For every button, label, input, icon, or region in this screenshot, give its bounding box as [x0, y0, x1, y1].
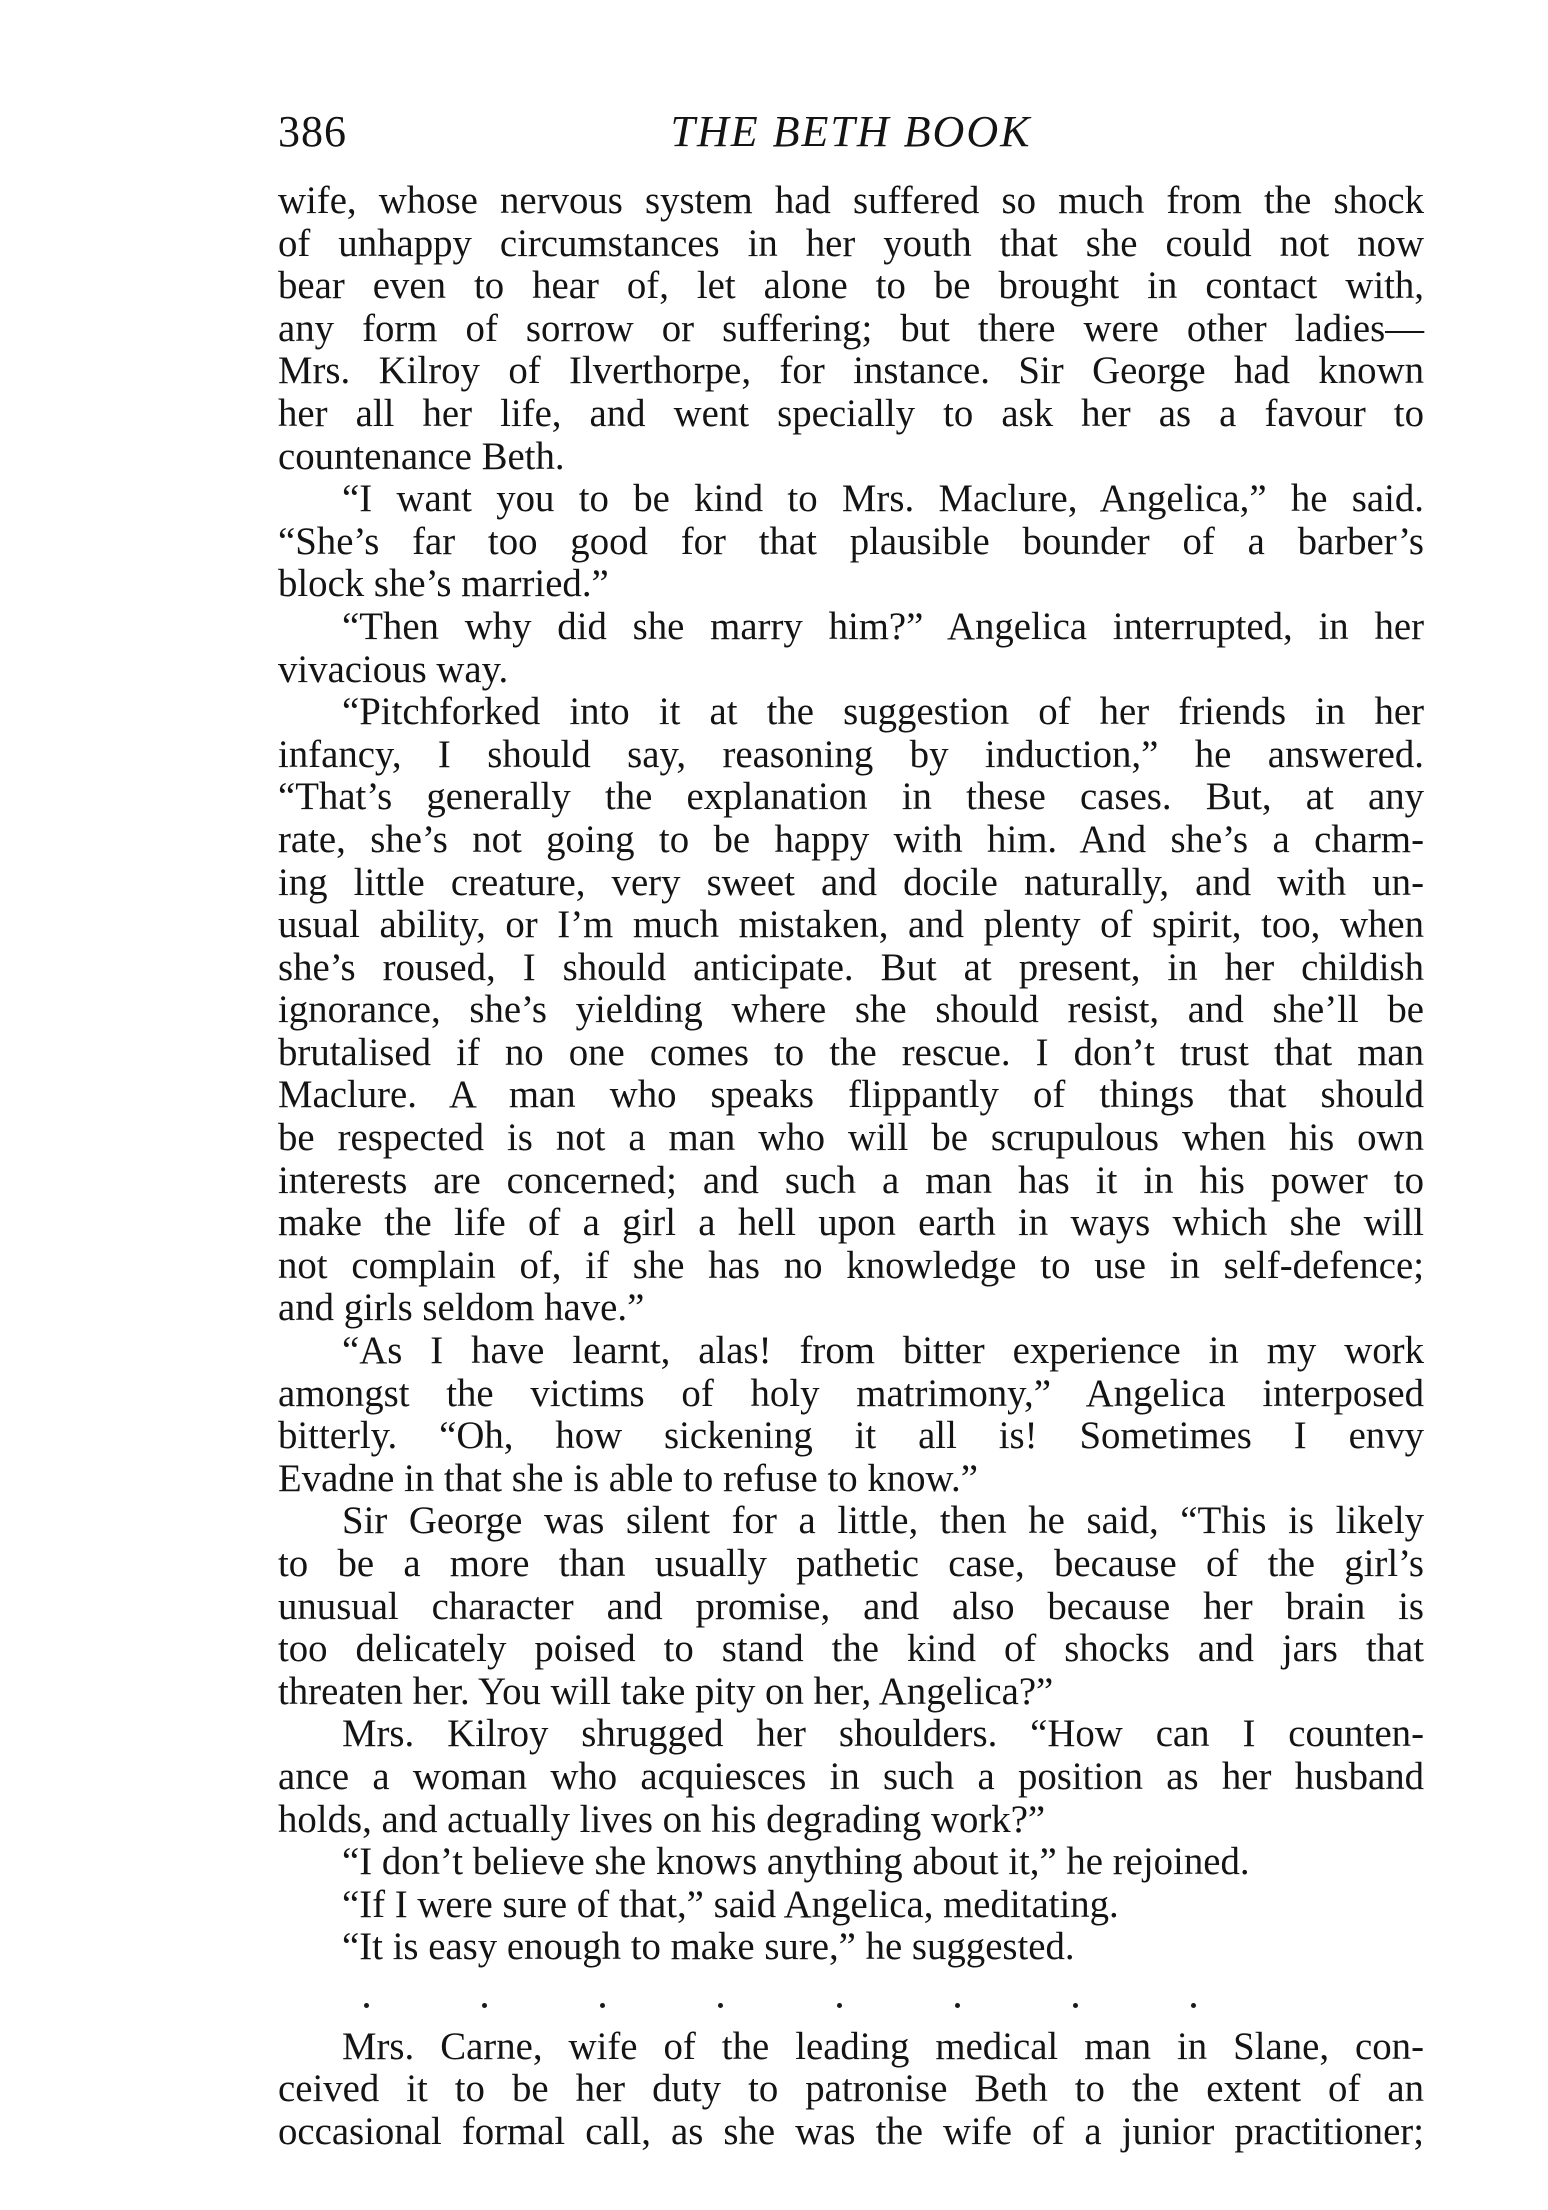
text-line: wife, whose nervous system had suffered so much from the shock — [278, 179, 1424, 222]
text-line: countenance Beth. — [278, 434, 565, 478]
text-line: Mrs. Kilroy of Ilverthorpe, for instance. Sir George had known — [278, 349, 1424, 393]
text-block-main — [278, 180, 1424, 1969]
text-line: ance a woman who acquiesces in such a position as her husband — [278, 1754, 1424, 1798]
text-line: amongst the victims of holy matrimony,” Angelica interposed — [278, 1371, 1424, 1415]
text-line: ignorance, she’s yielding where she should resist, and she’ll be — [278, 988, 1424, 1032]
text-line: block she’s married.” — [278, 562, 609, 606]
text-line: “Pitchforked into it at the suggestion of her friends in her — [342, 690, 1424, 734]
text-line: Sir George was silent for a little, then he said, “This is likely — [342, 1499, 1424, 1543]
running-title: THE BETH BOOK — [670, 107, 1032, 156]
text-line: be respected is not a man who will be scrupulous when his own — [278, 1116, 1424, 1160]
text-line: too delicately poised to stand the kind of shocks and jars that — [278, 1627, 1424, 1671]
text-line: ing little creature, very sweet and docile naturally, and with un- — [278, 860, 1424, 904]
text-line: Maclure. A man who speaks flippantly of things that should — [278, 1073, 1424, 1117]
text-line: Mrs. Kilroy shrugged her shoulders. “How can I counten- — [342, 1712, 1424, 1756]
text-line: Mrs. Carne, wife of the leading medical man in Slane, con- — [342, 2024, 1424, 2068]
text-line: occasional formal call, as she was the wife of a junior practitioner; — [278, 2109, 1424, 2153]
section-break-dot — [1073, 2003, 1078, 2008]
section-break-dot — [837, 2003, 842, 2008]
text-line: she’s roused, I should anticipate. But at present, in her childish — [278, 945, 1424, 989]
section-break-dot — [482, 2003, 487, 2008]
text-line: any form of sorrow or suffering; but there were other ladies— — [278, 306, 1424, 350]
text-line: interests are concerned; and such a man has it in his power to — [278, 1158, 1424, 1202]
text-block-continuation — [278, 2026, 1424, 2154]
section-break-dot — [718, 2003, 723, 2008]
text-line: usual ability, or I’m much mistaken, and plenty of spirit, too, when — [278, 903, 1424, 947]
text-line: make the life of a girl a hell upon earth in ways which she will — [278, 1201, 1424, 1245]
page-number: 386 — [278, 107, 347, 156]
section-break-dot — [364, 2003, 369, 2008]
text-line: her all her life, and went specially to ask her as a favour to — [278, 391, 1424, 435]
section-break-dot — [955, 2003, 960, 2008]
text-line: bitterly. “Oh, how sickening it all is! Sometimes I envy — [278, 1414, 1424, 1458]
text-line: “As I have learnt, alas! from bitter experience in my work — [342, 1329, 1424, 1373]
text-line: Evadne in that she is able to refuse to know.” — [278, 1456, 978, 1500]
text-line: holds, and actually lives on his degrading work?” — [278, 1797, 1046, 1841]
text-line: bear even to hear of, let alone to be brought in contact with, — [278, 264, 1424, 308]
text-line: of unhappy circumstances in her youth that she could not now — [278, 221, 1424, 265]
section-break-dot — [1191, 2003, 1196, 2008]
text-line: threaten her. You will take pity on her, Angelica?” — [278, 1669, 1054, 1713]
text-line: infancy, I should say, reasoning by induction,” he answered. — [278, 732, 1424, 776]
section-break — [278, 1983, 1424, 2026]
text-line: brutalised if no one comes to the rescue. I don’t trust that man — [278, 1030, 1424, 1074]
section-break-dot — [600, 2003, 605, 2008]
text-line: vivacious way. — [278, 647, 509, 691]
text-line: “If I were sure of that,” said Angelica, meditating. — [342, 1882, 1119, 1926]
text-line: unusual character and promise, and also because her brain is — [278, 1584, 1424, 1628]
text-line: not complain of, if she has no knowledge to use in self-defence; — [278, 1243, 1424, 1287]
text-line: and girls seldom have.” — [278, 1286, 645, 1330]
text-line: “That’s generally the explanation in these cases. But, at any — [278, 775, 1424, 819]
text-line: rate, she’s not going to be happy with him. And she’s a charm- — [278, 817, 1424, 861]
text-line: to be a more than usually pathetic case, because of the girl’s — [278, 1542, 1424, 1585]
text-line: “Then why did she marry him?” Angelica interrupted, in her — [342, 604, 1424, 648]
page-header — [278, 100, 1424, 170]
text-line: “I want you to be kind to Mrs. Maclure, Angelica,” he said. — [342, 477, 1424, 521]
text-line: “She’s far too good for that plausible bounder of a barber’s — [278, 519, 1424, 563]
text-line: ceived it to be her duty to patronise Beth to the extent of an — [278, 2067, 1424, 2111]
text-line: “It is easy enough to make sure,” he suggested. — [342, 1925, 1075, 1969]
body-text — [278, 180, 1424, 2153]
text-line: “I don’t believe she knows anything about it,” he rejoined. — [342, 1840, 1250, 1884]
